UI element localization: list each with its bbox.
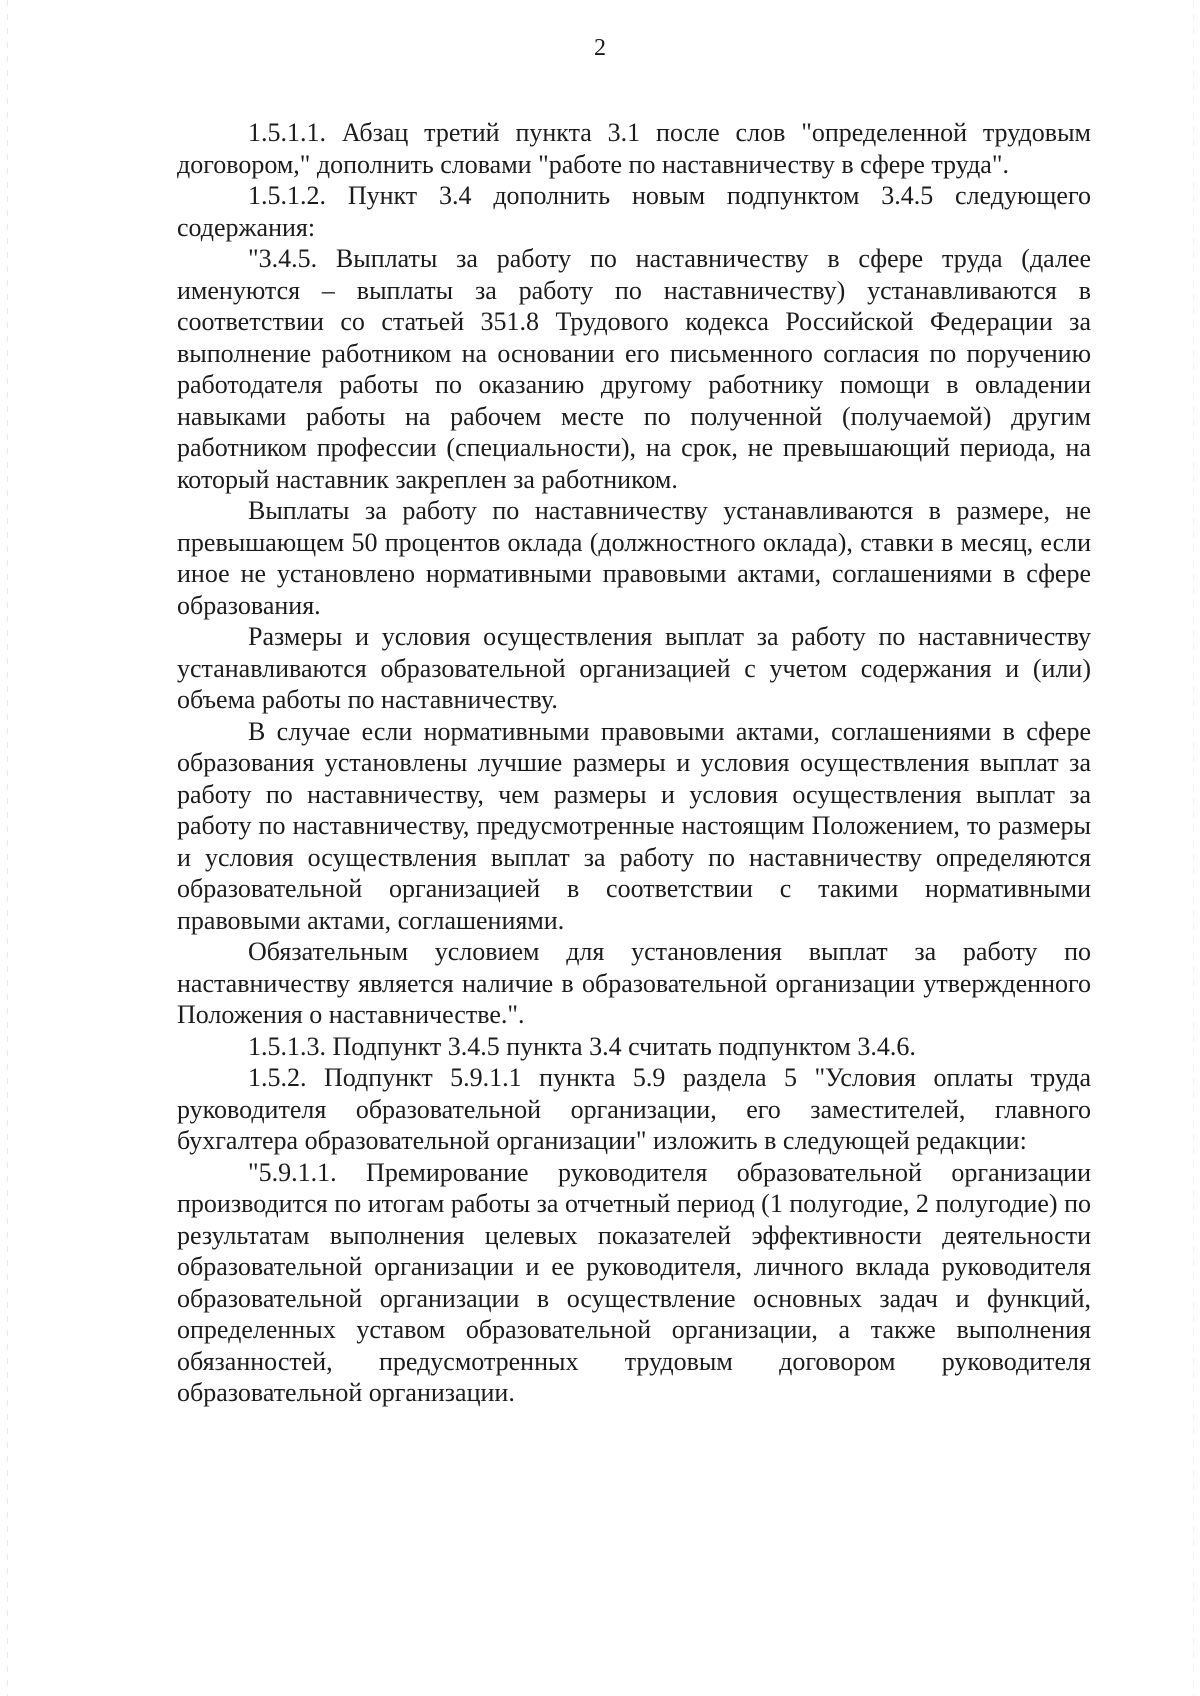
paragraph-1-5-1-2: 1.5.1.2. Пункт 3.4 дополнить новым подпунктом 3.4.5 следующего содержания: — [177, 181, 1091, 242]
scan-edge-left — [7, 0, 8, 1696]
paragraph-1-5-2: 1.5.2. Подпункт 5.9.1.1 пункта 5.9 раздела 5 "Условия оплаты труда руководителя образовательной организации, его заместителей, главного бухгалтера образовательной организации" изложить в следующей редакции: — [177, 1063, 1091, 1155]
paragraph-5-9-1-1: "5.9.1.1. Премирование руководителя образовательной организации производится по итогам работы за отчетный период (1 полугодие, 2 полугодие) по результатам выполнения целевых показателей эффективности деятельности образовательной организации и ее руководителя, личного вклада руководителя образовательной организации в осуществление основных задач и функций, определенных уставом образовательной организации, а также выполнения обязанностей, предусмотренных трудовым договором руководителя образовательной организации. — [177, 1157, 1091, 1407]
scan-edge-right — [1193, 0, 1194, 1696]
paragraph-better-conditions: В случае если нормативными правовыми актами, соглашениями в сфере образования установлены лучшие размеры и условия осуществления выплат за работу по наставничеству, чем размеры и условия осуществления выплат за работу по наставничеству, предусмотренные настоящим Положением, то размеры и условия осуществления выплат за работу по наставничеству определяются образовательной организацией в соответствии с такими нормативными правовыми актами, соглашениями. — [177, 716, 1091, 935]
paragraph-payment-size: Выплаты за работу по наставничеству устанавливаются в размере, не превышающем 50 процентов оклада (должностного оклада), ставки в месяц, если иное не установлено нормативными правовыми актами, соглашениями в сфере образования. — [177, 496, 1091, 620]
paragraph-1-5-1-3: 1.5.1.3. Подпункт 3.4.5 пункта 3.4 считать подпунктом 3.4.6. — [248, 1031, 916, 1061]
paragraph-3-4-5: "3.4.5. Выплаты за работу по наставничеству в сфере труда (далее именуются – выплаты за работу по наставничеству) устанавливаются в соответствии со статьей 351.8 Трудового кодекса Российской Федерации за выполнение работником на основании его письменного согласия по поручению работодателя работы по оказанию другому работнику помощи в овладении навыками работы на рабочем месте по полученной (получаемой) другим работником профессии (специальности), на срок, не превышающий периода, на который наставник закреплен за работником. — [177, 244, 1091, 494]
page-number: 2 — [594, 35, 606, 61]
document-body — [177, 117, 1091, 1409]
paragraph-1-5-1-1: 1.5.1.1. Абзац третий пункта 3.1 после слов "определенной трудовым договором," дополнить словами "работе по наставничеству в сфере труда". — [177, 118, 1091, 179]
paragraph-mandatory-condition: Обязательным условием для установления выплат за работу по наставничеству является наличие в образовательной организации утвержденного Положения о наставничестве.". — [177, 937, 1091, 1029]
paragraph-payment-conditions: Размеры и условия осуществления выплат за работу по наставничеству устанавливаются образовательной организацией с учетом содержания и (или) объема работы по наставничеству. — [177, 622, 1091, 714]
